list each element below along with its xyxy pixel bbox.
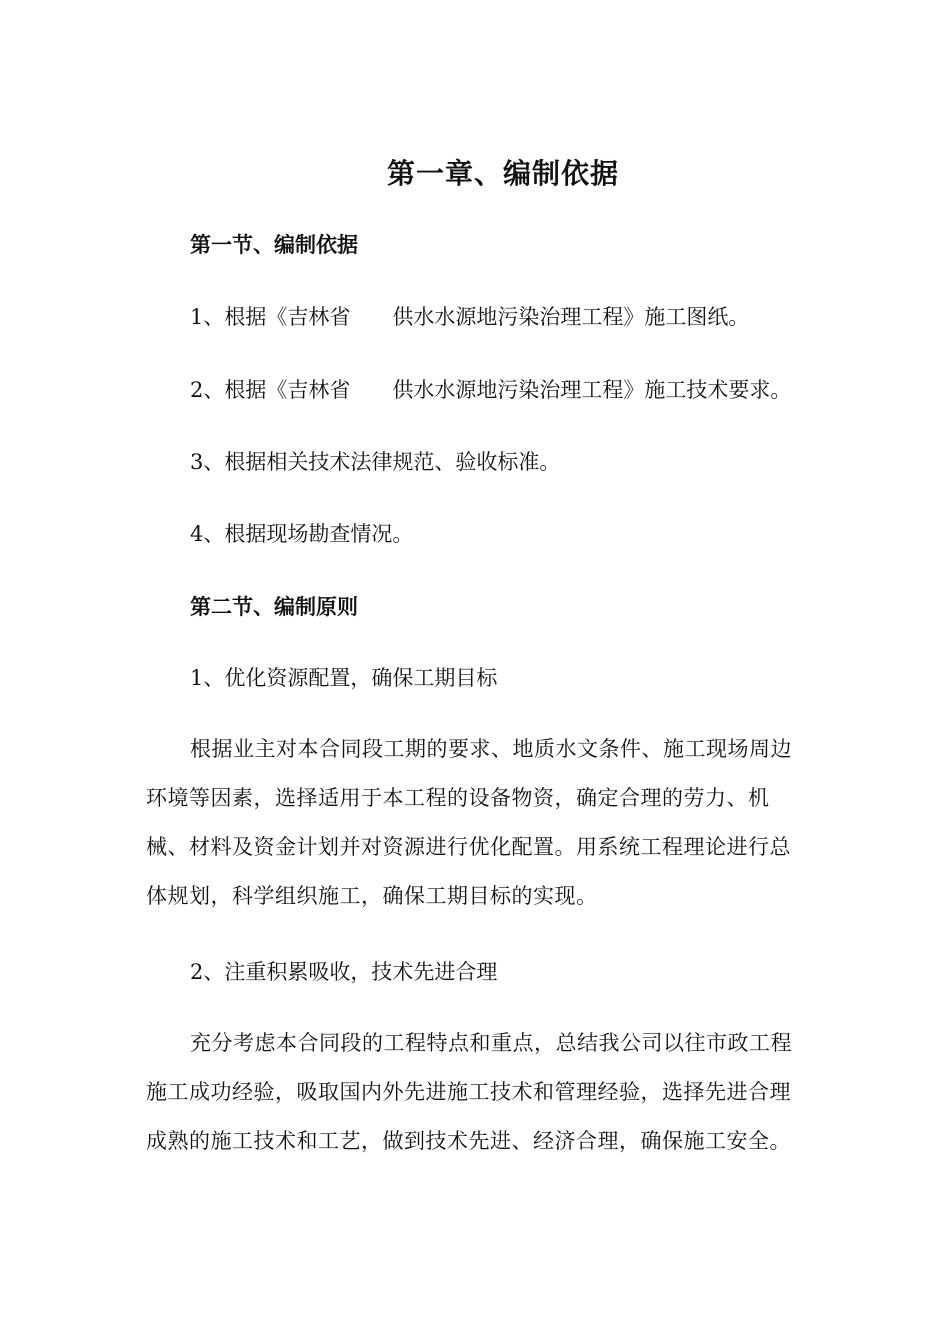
list-item: 1、根据《吉林省 供水水源地污染治理工程》施工图纸。 xyxy=(190,305,750,329)
principle-heading: 2、注重积累吸收，技术先进合理 xyxy=(190,960,498,984)
principle-heading: 1、优化资源配置，确保工期目标 xyxy=(190,666,498,690)
list-item: 4、根据现场勘查情况。 xyxy=(190,522,414,546)
list-item: 2、根据《吉林省 供水水源地污染治理工程》施工技术要求。 xyxy=(190,378,792,402)
principle-body: 充分考虑本合同段的工程特点和重点，总结我公司以往市政工程施工成功经验，吸取国内外先进施工技术和管理经验，选择先进合理成熟的施工技术和工艺，做到技术先进、经济合理，确保施工安全。 xyxy=(146,1031,792,1153)
section-title: 第二节、编制原则 xyxy=(190,594,358,619)
list-item: 3、根据相关技术法律规范、验收标准。 xyxy=(190,450,561,474)
section-title: 第一节、编制依据 xyxy=(190,232,358,257)
principle-body: 根据业主对本合同段工期的要求、地质水文条件、施工现场周边环境等因素，选择适用于本工程的设备物资，确定合理的劳力、机械、材料及资金计划并对资源进行优化配置。用系统工程理论进行总体规划，科学组织施工，确保工期目标的实现。 xyxy=(146,737,792,908)
chapter-title: 第一章、编制依据 xyxy=(386,157,619,190)
